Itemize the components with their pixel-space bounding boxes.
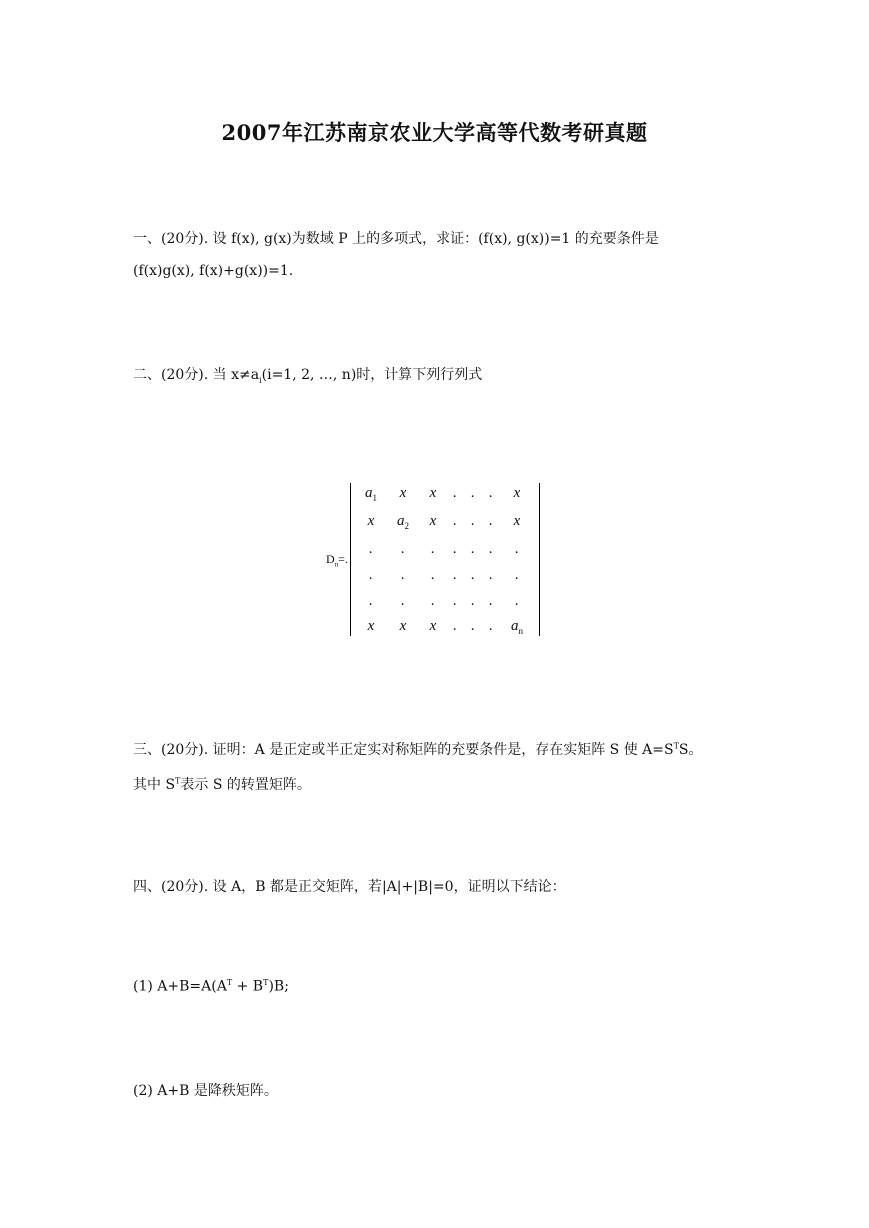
determinant-label-d: D [326,552,335,566]
matrix-cell-r5-c5: . [471,593,475,609]
matrix-cell-r1-c5: . [471,485,475,501]
matrix-cell-r1-c4: . [453,485,457,501]
matrix-cell-r3-c3: . [431,541,435,557]
question-2-post: (i=1, 2, …, n)时，计算下列行列式 [261,367,483,383]
item-1-sup-2: T [263,978,269,987]
matrix-cell-r1-c1: $a_1$ [365,485,377,503]
determinant-matrix [350,483,540,636]
matrix-cell-r4-c6: . [489,567,493,583]
matrix-cell-r2-c4: . [453,513,457,529]
matrix-cell-r5-c2: . [401,593,405,609]
page-title: 2007年江苏南京农业大学高等代数考研真题 [221,120,648,145]
question-3-line-2 [133,774,311,794]
question-4-post: =0，证明以下结论： [432,879,566,895]
question-2-pre: 二、(20分). 当 x≠a [133,367,260,383]
question-3-line-2-pre: 其中 S [133,777,176,793]
matrix-cell-r1-c3: x [429,485,437,501]
matrix-cell-r6-c1: x [367,618,375,634]
matrix-cell-r1-c7: x [513,485,521,501]
matrix-cell-r5-c3: . [431,593,435,609]
matrix-cell-r3-c5: . [471,541,475,557]
matrix-cell-r3-c6: . [489,541,493,557]
item-1-pre: (1) A+B=A(A [133,978,227,995]
question-3-line-1-pre: 三、(20分). 证明：A 是正定或半正定实对称矩阵的充要条件是，存在实矩阵 S 使 A=S [133,742,674,758]
matrix-cell-r3-c1: . [369,541,373,557]
item-1-mid: + B [232,978,264,995]
question-4-abs-expr: |A|+|B| [381,879,433,895]
question-1-line-2: (f(x)g(x), f(x)+g(x))=1. [133,263,294,279]
matrix-cell-r6-c5: . [471,618,475,634]
question-4-pre: 四、(20分). 设 A，B 都是正交矩阵，若 [133,879,382,895]
matrix-cell-r1-c6: . [489,485,493,501]
matrix-cell-r2-c1: x [367,513,375,529]
matrix-cell-r4-c1: . [369,567,373,583]
matrix-cell-r5-c1: . [369,593,373,609]
question-3-line-2-sup: T [175,776,181,786]
matrix-cell-r4-c2: . [401,567,405,583]
question-3-line-1 [133,739,703,759]
matrix-cell-r2-c5: . [471,513,475,529]
matrix-cell-r5-c4: . [453,593,457,609]
question-1-line-1: 一、(20分). 设 f(x), g(x)为数域 P 上的多项式，求证：(f(x), g(x))=1 的充要条件是 [133,231,659,247]
matrix-cell-r4-c3: . [431,567,435,583]
matrix-cell-r2-c6: . [489,513,493,529]
matrix-cell-r6-c2: x [399,618,407,634]
determinant-label [326,552,348,568]
matrix-cell-r3-c4: . [453,541,457,557]
matrix-cell-r6-c6: . [489,618,493,634]
matrix-cell-r4-c4: . [453,567,457,583]
determinant-label-eq: =. [338,552,348,566]
question-3-line-1-post: S。 [678,742,703,758]
matrix-cell-r5-c6: . [489,593,493,609]
question-2 [133,364,482,385]
matrix-cell-r3-c7: . [515,541,519,557]
matrix-cell-r2-c3: x [429,513,437,529]
item-1 [133,978,289,995]
item-1-post: )B; [268,978,289,995]
question-4 [133,876,566,896]
matrix-cell-r6-c7: $a_n$ [511,618,523,636]
determinant-label-sub: n [334,560,339,569]
question-3-line-2-post: 表示 S 的转置矩阵。 [180,777,311,793]
matrix-cell-r4-c7: . [515,567,519,583]
matrix-cell-r4-c5: . [471,567,475,583]
question-3-line-1-sup: T [673,741,679,751]
matrix-cell-r2-c2: $a_2$ [397,513,409,531]
matrix-cell-r6-c4: . [453,618,457,634]
matrix-cell-r3-c2: . [401,541,405,557]
matrix-cell-r1-c2: x [399,485,407,501]
question-2-sub: i [259,375,262,385]
matrix-cell-r6-c3: x [429,618,437,634]
item-2: (2) A+B 是降秩矩阵。 [133,1083,278,1099]
matrix-cell-r5-c7: . [515,593,519,609]
matrix-cell-r2-c7: x [513,513,521,529]
item-1-sup-1: T [226,978,233,987]
